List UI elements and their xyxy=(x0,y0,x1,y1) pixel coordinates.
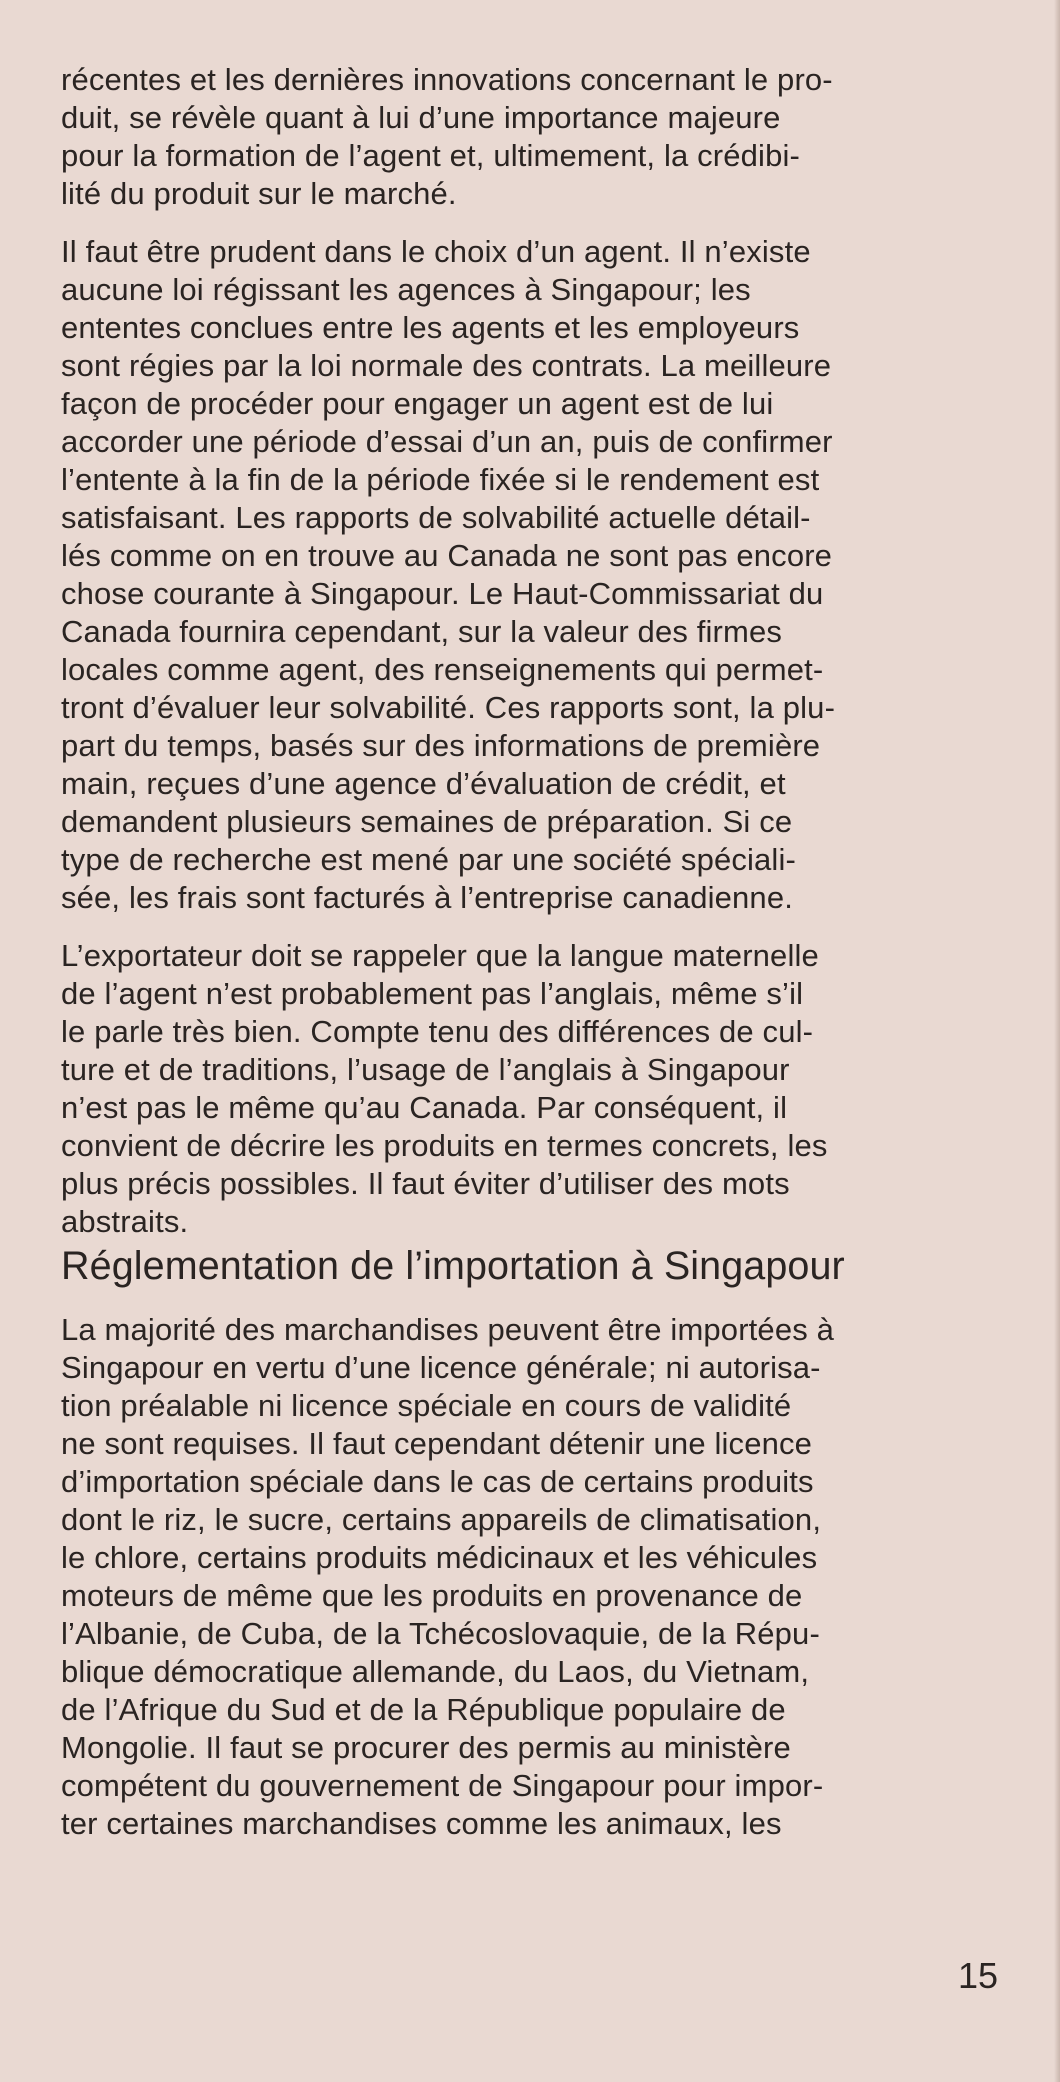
text-line: convient de décrire les produits en termes concrets, les xyxy=(61,1128,828,1163)
page-edge xyxy=(1054,0,1060,2082)
text-line: satisfaisant. Les rapports de solvabilité actuelle détail- xyxy=(61,500,811,535)
text-line: compétent du gouvernement de Singapour pour impor- xyxy=(61,1768,824,1803)
text-line: le chlore, certains produits médicinaux et les véhicules xyxy=(61,1540,818,1575)
text-line: tront d’évaluer leur solvabilité. Ces rapports sont, la plu- xyxy=(61,690,836,725)
text-line: lité du produit sur le marché. xyxy=(61,176,457,211)
text-line: demandent plusieurs semaines de préparation. Si ce xyxy=(61,804,793,839)
text-line: duit, se révèle quant à lui d’une importance majeure xyxy=(61,100,781,135)
text-line: aucune loi régissant les agences à Singapour; les xyxy=(61,272,751,307)
text-line: de l’agent n’est probablement pas l’anglais, même s’il xyxy=(61,976,804,1011)
text-line: moteurs de même que les produits en provenance de xyxy=(61,1578,803,1613)
text-line: ter certaines marchandises comme les animaux, les xyxy=(61,1806,782,1841)
text-line: main, reçues d’une agence d’évaluation de crédit, et xyxy=(61,766,786,801)
text-line: type de recherche est mené par une société spéciali- xyxy=(61,842,796,877)
text-line: sont régies par la loi normale des contrats. La meilleure xyxy=(61,348,832,383)
text-line: plus précis possibles. Il faut éviter d’utiliser des mots xyxy=(61,1166,790,1201)
text-line: blique démocratique allemande, du Laos, du Vietnam, xyxy=(61,1654,810,1689)
text-line: part du temps, basés sur des informations de première xyxy=(61,728,821,763)
text-line: Il faut être prudent dans le choix d’un agent. Il n’existe xyxy=(61,234,811,269)
section-heading: Réglementation de l’importation à Singapour xyxy=(61,1244,845,1288)
text-line: pour la formation de l’agent et, ultimement, la crédibi- xyxy=(61,138,800,173)
text-line: récentes et les dernières innovations concernant le pro- xyxy=(61,62,833,97)
text-line: n’est pas le même qu’au Canada. Par conséquent, il xyxy=(61,1090,788,1125)
text-line: d’importation spéciale dans le cas de certains produits xyxy=(61,1464,814,1499)
text-line: L’exportateur doit se rappeler que la langue maternelle xyxy=(61,938,819,973)
text-line: locales comme agent, des renseignements qui permet- xyxy=(61,652,824,687)
text-line: lés comme on en trouve au Canada ne sont pas encore xyxy=(61,538,833,573)
text-line: Singapour en vertu d’une licence générale; ni autorisa- xyxy=(61,1350,821,1385)
text-line: le parle très bien. Compte tenu des différences de cul- xyxy=(61,1014,814,1049)
text-line: abstraits. xyxy=(61,1204,189,1239)
text-line: sée, les frais sont facturés à l’entreprise canadienne. xyxy=(61,880,793,915)
text-line: ne sont requises. Il faut cependant détenir une licence xyxy=(61,1426,813,1461)
text-line: La majorité des marchandises peuvent être importées à xyxy=(61,1312,835,1347)
text-line: tion préalable ni licence spéciale en cours de validité xyxy=(61,1388,792,1423)
text-line: dont le riz, le sucre, certains appareils de climatisation, xyxy=(61,1502,822,1537)
text-line: ententes conclues entre les agents et les employeurs xyxy=(61,310,800,345)
text-line: Canada fournira cependant, sur la valeur des firmes xyxy=(61,614,783,649)
text-line: ture et de traditions, l’usage de l’anglais à Singapour xyxy=(61,1052,790,1087)
text-line: façon de procéder pour engager un agent est de lui xyxy=(61,386,774,421)
text-line: l’Albanie, de Cuba, de la Tchécoslovaquie, de la Répu- xyxy=(61,1616,820,1651)
text-line: chose courante à Singapour. Le Haut-Commissariat du xyxy=(61,576,824,611)
text-line: l’entente à la fin de la période fixée si le rendement est xyxy=(61,462,820,497)
text-line: Mongolie. Il faut se procurer des permis au ministère xyxy=(61,1730,791,1765)
text-line: de l’Afrique du Sud et de la République populaire de xyxy=(61,1692,786,1727)
page-number: 15 xyxy=(958,1955,999,1996)
text-line: accorder une période d’essai d’un an, puis de confirmer xyxy=(61,424,833,459)
